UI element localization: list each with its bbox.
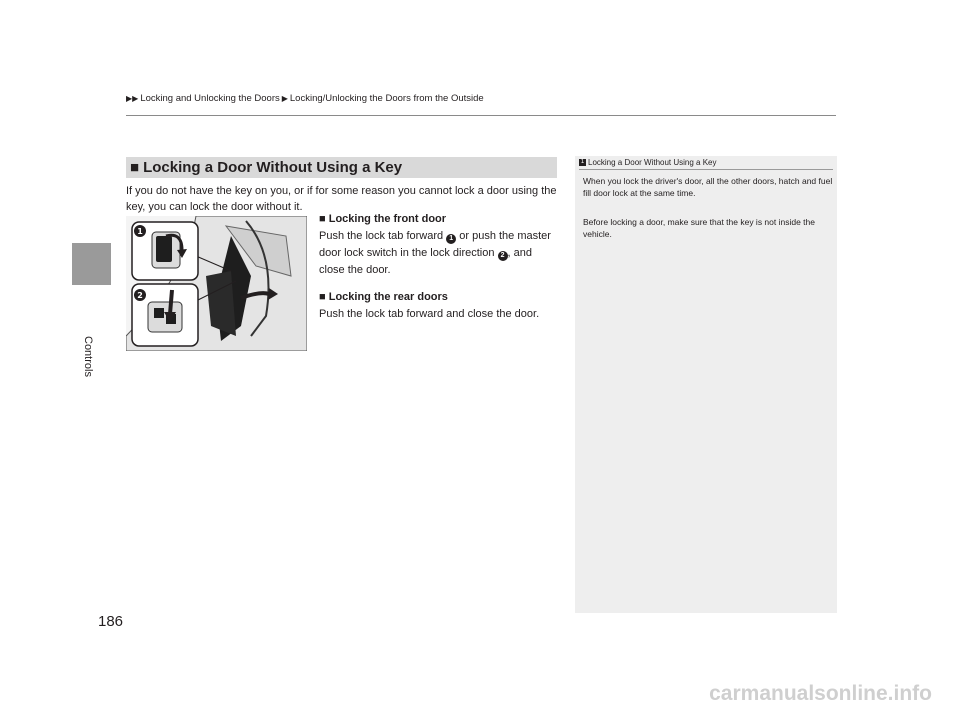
note-reference-icon: 1 <box>580 159 585 165</box>
note-paragraph-1: When you lock the driver's door, all the other doors, hatch and fuel fill door lock at the same time. <box>583 176 833 198</box>
front-text-part3: , and close the door. <box>319 247 532 276</box>
page-number: 186 <box>98 613 124 630</box>
double-arrow-icon: ▶▶ <box>126 94 139 103</box>
breadcrumb-level2[interactable]: Locking/Unlocking the Doors from the Outside <box>289 93 484 104</box>
watermark: carmanualsonline.info <box>709 682 932 705</box>
subheading-marker: ■ <box>319 213 326 225</box>
header-rule <box>126 115 836 116</box>
callout-2-badge: 2 <box>498 251 508 261</box>
intro-paragraph: If you do not have the key on you, or if for some reason you cannot lock a door using the key, you can lock the door without it. <box>126 185 557 213</box>
subheading-front-door <box>319 213 446 225</box>
subheading-rear-doors <box>319 291 448 303</box>
subheading-front-text: Locking the front door <box>328 213 447 225</box>
arrow-icon: ▶ <box>281 94 288 103</box>
section-header <box>126 157 557 178</box>
callout-1-badge: 1 <box>446 234 456 244</box>
side-tab-label: Controls <box>82 336 94 377</box>
note-title[interactable]: Locking a Door Without Using a Key <box>588 158 717 167</box>
rear-doors-instructions: Push the lock tab forward and close the door. <box>319 308 540 320</box>
breadcrumb <box>126 93 484 104</box>
door-lock-illustration <box>126 216 307 351</box>
note-paragraph-2: Before locking a door, make sure that the key is not inside the vehicle. <box>583 217 815 239</box>
note-title-row <box>579 158 833 167</box>
subheading-rear-text: Locking the rear doors <box>328 291 448 303</box>
section-marker: ■ <box>130 159 140 176</box>
front-text-part1: Push the lock tab forward <box>319 230 447 242</box>
section-title: Locking a Door Without Using a Key <box>143 159 403 176</box>
front-text-part2: or push the master door lock switch in the lock direction <box>319 230 551 259</box>
subheading-marker: ■ <box>319 291 326 303</box>
breadcrumb-level1[interactable]: Locking and Unlocking the Doors <box>140 93 280 104</box>
svg-text:1: 1 <box>137 227 143 236</box>
svg-text:2: 2 <box>137 291 143 300</box>
side-tab-marker <box>72 243 111 285</box>
note-rule <box>579 169 833 170</box>
front-door-instructions <box>319 228 559 279</box>
side-note-panel <box>575 156 837 613</box>
